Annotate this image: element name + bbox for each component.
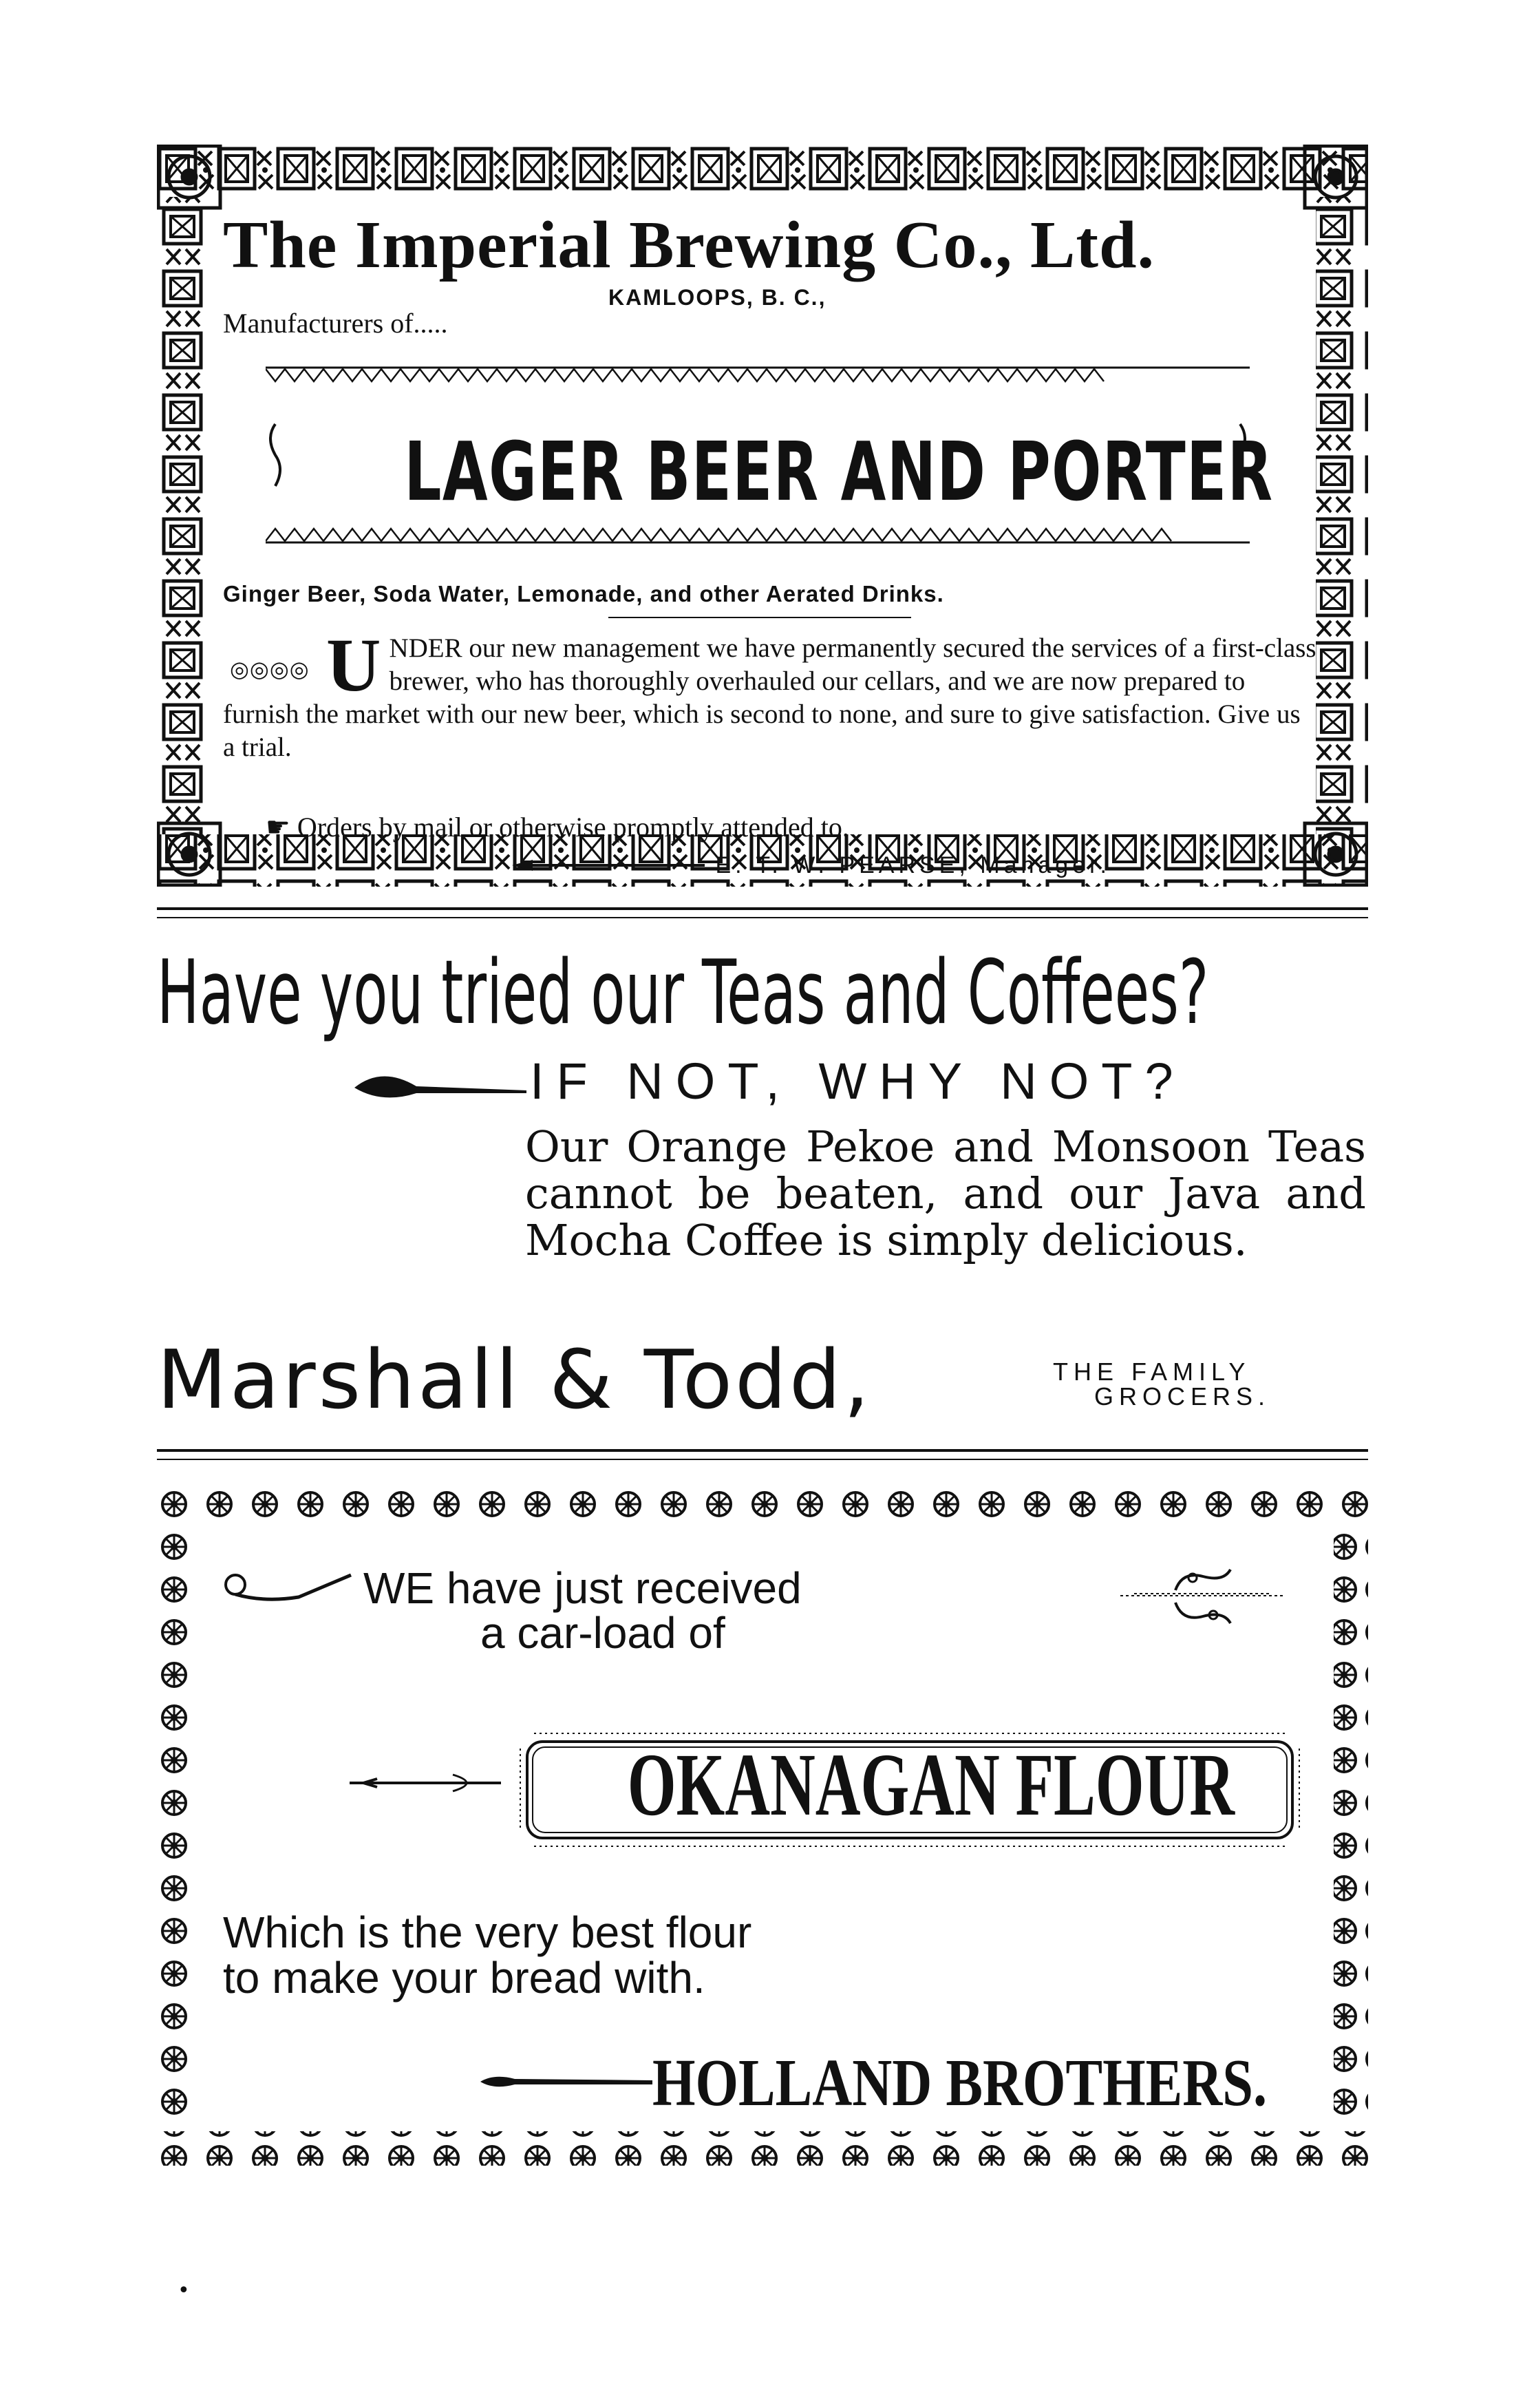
tea-body: Our Orange Pekoe and Monsoon Teas cannot be beaten, and our Java and Mocha Coffee is simply delicious. — [525, 1121, 1366, 1265]
grocer-name: Marshall & Todd, — [157, 1332, 873, 1427]
flour-advertisement — [157, 1487, 1368, 2166]
print-mark: • — [178, 2279, 190, 2303]
scroll-ornament-icon: ◎◎◎◎ — [230, 657, 310, 682]
flour-intro-line-1: WE have just received — [363, 1563, 802, 1613]
flour-firm-name: HOLLAND BROTHERS. — [652, 2046, 1268, 2120]
arrow-icon — [350, 1762, 508, 1804]
flour-product-banner — [506, 1721, 1313, 1859]
tagline-line-1: THE FAMILY — [1053, 1358, 1251, 1386]
flour-product-name: OKANAGAN FLOUR — [627, 1735, 1235, 1835]
brewing-manufacturers-label: Manufacturers of..... — [223, 308, 448, 339]
brewing-body-text: NDER our new management we have permanently secured the services of a first-class brewer, who has thoroughly overhauled our cellars, and we are now prepared to furnish the market with our new beer, which is second to none, and sure to give satisfaction. Give us a trial. — [223, 633, 1316, 762]
tagline-line-2: GROCERS. — [1094, 1382, 1271, 1411]
flour-claim-line-1: Which is the very best flour — [223, 1908, 752, 1957]
brewing-location: KAMLOOPS, B. C., — [608, 285, 827, 310]
manager-line — [512, 852, 1111, 879]
tea-question: IF NOT, WHY NOT? — [530, 1053, 1186, 1110]
pointing-hand-icon: ☛ — [266, 812, 290, 843]
section-divider — [157, 1449, 1368, 1460]
divider — [608, 617, 911, 618]
flour-intro-line-2: a car-load of — [480, 1608, 725, 1658]
subproducts-line: Ginger Beer, Soda Water, Lemonade, and other Aerated Drinks. — [223, 581, 944, 606]
brewing-company-title: The Imperial Brewing Co., Ltd. — [223, 208, 1155, 282]
flourish-icon — [223, 1570, 354, 1611]
flour-claim-line-2: to make your bread with. — [223, 1953, 705, 2003]
arrow-icon — [512, 858, 705, 875]
section-divider — [157, 907, 1368, 918]
brewing-body — [223, 623, 1319, 764]
tea-headline: Have you tried our Teas and Coffees? — [157, 942, 1209, 1044]
orders-line — [266, 811, 849, 843]
arrow-icon — [480, 2072, 652, 2093]
orders-text: Orders by mail or otherwise promptly attended to. — [297, 812, 849, 843]
grocer-tagline — [1053, 1360, 1270, 1409]
product-headline: LAGER BEER AND PORTER — [404, 424, 1274, 519]
manager-name: E. T. W. PEARSE, Manager. — [715, 852, 1111, 878]
drop-cap: U — [326, 623, 381, 707]
flourish-icon — [1120, 1563, 1286, 1631]
brewing-advertisement — [157, 145, 1368, 887]
arrow-icon — [354, 1066, 526, 1107]
